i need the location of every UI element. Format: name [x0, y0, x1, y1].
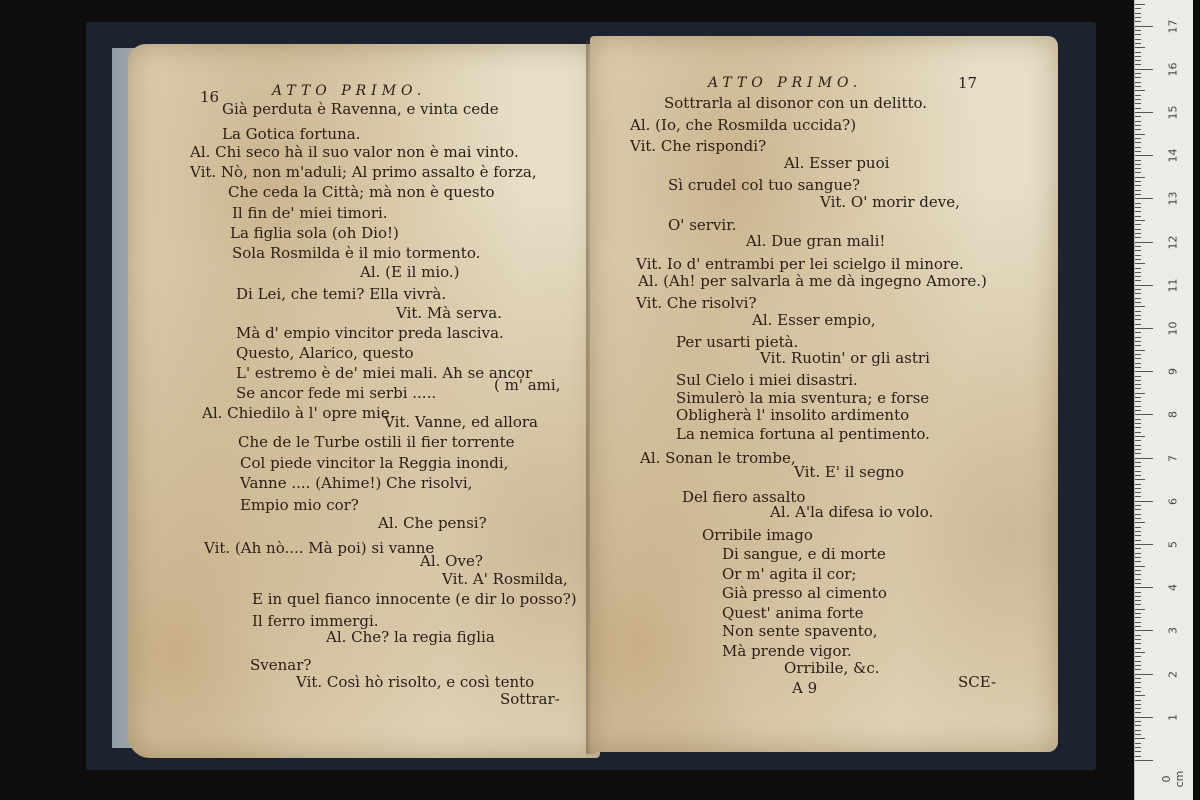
ruler-tick — [1135, 388, 1141, 389]
ruler-tick — [1135, 401, 1141, 402]
ruler-tick — [1135, 414, 1153, 415]
left-page-text-line: Vit. Mà serva. — [396, 304, 502, 322]
left-page-text-line: Al. Chiedilo à l' opre mie. — [202, 404, 395, 422]
left-page-text-line: Al. Che? la regia figlia — [326, 628, 495, 646]
ruler-tick — [1135, 626, 1141, 627]
ruler-tick — [1135, 142, 1141, 143]
ruler-tick — [1135, 544, 1153, 545]
left-page-text-line: La Gotica fortuna. — [222, 125, 361, 143]
ruler-tick — [1135, 328, 1153, 329]
left-page-text-line: Col piede vincitor la Reggia inondi, — [240, 454, 509, 472]
ruler-number: 7 — [1166, 454, 1180, 462]
ruler-tick — [1135, 527, 1141, 528]
ruler-tick — [1135, 635, 1141, 636]
right-page-text-line: Non sente spavento, — [722, 622, 878, 640]
right-page-text-line: Al. (Ah! per salvarla à me dà ingegno Amore.) — [638, 272, 987, 290]
ruler-tick — [1135, 60, 1141, 61]
ruler-tick — [1135, 64, 1141, 65]
right-page-text-line: Al. (Io, che Rosmilda uccida?) — [630, 116, 857, 134]
ruler-tick — [1135, 652, 1145, 653]
ruler-tick — [1135, 730, 1141, 731]
ruler-tick — [1135, 147, 1141, 148]
ruler-tick — [1135, 302, 1141, 303]
right-page-number: 17 — [958, 74, 978, 92]
ruler-tick — [1135, 518, 1141, 519]
ruler-tick — [1135, 164, 1141, 165]
ruler-tick — [1135, 613, 1141, 614]
ruler-tick — [1135, 708, 1141, 709]
ruler-tick — [1135, 471, 1141, 472]
left-page-text-line: Sola Rosmilda è il mio tormento. — [232, 244, 481, 262]
ruler-tick — [1135, 488, 1141, 489]
ruler-tick — [1135, 103, 1141, 104]
right-page-text-line: Or m' agita il cor; — [722, 565, 857, 583]
ruler-tick — [1135, 86, 1141, 87]
ruler-tick — [1135, 661, 1141, 662]
ruler-tick — [1135, 704, 1141, 705]
right-page-text-line: Per usarti pietà. — [676, 333, 799, 351]
ruler-tick — [1135, 233, 1141, 234]
ruler-number: 8 — [1166, 411, 1180, 419]
ruler-tick — [1135, 751, 1141, 752]
ruler-number: 10 — [1166, 321, 1180, 336]
right-page-text-line: Sì crudel col tuo sangue? — [668, 176, 861, 194]
ruler-tick — [1135, 39, 1141, 40]
right-page-text-line: Al. Sonan le trombe, — [640, 449, 796, 467]
ruler-tick — [1135, 509, 1141, 510]
ruler-tick — [1135, 540, 1141, 541]
ruler-tick — [1135, 674, 1153, 675]
ruler-tick — [1135, 198, 1153, 199]
ruler-tick — [1135, 90, 1145, 91]
ruler-tick — [1135, 566, 1145, 567]
ruler-tick — [1135, 99, 1141, 100]
ruler-tick — [1135, 224, 1141, 225]
left-running-head: ATTO PRIMO. — [272, 83, 427, 99]
ruler-tick — [1135, 700, 1141, 701]
ruler-number: 9 — [1166, 368, 1180, 376]
ruler-tick — [1135, 531, 1141, 532]
right-page-text-line: Vit. Che risolvi? — [636, 294, 757, 312]
ruler-tick — [1135, 592, 1141, 593]
right-page-text-line: Mà prende vigor. — [722, 642, 852, 660]
left-page-text-line: Vit. Nò, non m'aduli; Al primo assalto è forza, — [190, 163, 537, 181]
ruler-tick — [1135, 432, 1141, 433]
ruler-tick — [1135, 285, 1153, 286]
right-page-text-line: Orribile imago — [702, 526, 813, 544]
right-page-text-line: Sul Cielo i miei disastri. — [676, 371, 858, 389]
ruler-number: 3 — [1166, 627, 1180, 635]
left-page-text-line: Il ferro immergi. — [252, 612, 379, 630]
left-page-text-line: La figlia sola (oh Dio!) — [230, 224, 399, 242]
ruler-number: 13 — [1166, 191, 1180, 206]
ruler-tick — [1135, 56, 1141, 57]
ruler-tick — [1135, 479, 1145, 480]
ruler-tick — [1135, 756, 1141, 757]
ruler-tick — [1135, 514, 1141, 515]
ruler-tick — [1135, 112, 1153, 113]
ruler-tick — [1135, 69, 1153, 70]
ruler-number: 17 — [1166, 19, 1180, 34]
ruler-tick — [1135, 583, 1141, 584]
left-page-text-line: Che de le Turbe ostili il fier torrente — [238, 433, 515, 451]
right-page-text-line: Al. Esser puoi — [784, 154, 890, 172]
ruler-tick — [1135, 354, 1141, 355]
right-page-text-line: Al. A'la difesa io volo. — [770, 503, 934, 521]
ruler-tick — [1135, 315, 1141, 316]
right-page-text-line: Vit. Ruotin' or gli astri — [760, 349, 930, 367]
ruler-tick — [1135, 172, 1141, 173]
ruler-tick — [1135, 440, 1141, 441]
ruler-tick — [1135, 52, 1141, 53]
ruler-tick — [1135, 203, 1141, 204]
ruler-tick — [1135, 458, 1153, 459]
ruler-tick — [1135, 427, 1141, 428]
ruler-tick — [1135, 462, 1141, 463]
left-page-text-line: Vit. A' Rosmilda, — [442, 570, 568, 588]
ruler-tick — [1135, 656, 1141, 657]
ruler-tick — [1135, 276, 1141, 277]
left-page-text-line: Sottrar- — [500, 690, 560, 708]
ruler-tick — [1135, 639, 1141, 640]
ruler-tick — [1135, 367, 1141, 368]
left-page-text-line: Questo, Alarico, questo — [236, 344, 414, 362]
ruler-tick — [1135, 553, 1141, 554]
ruler-tick — [1135, 630, 1153, 631]
ruler-tick — [1135, 738, 1145, 739]
ruler-tick — [1135, 570, 1141, 571]
ruler-tick — [1135, 617, 1141, 618]
ruler-tick — [1135, 406, 1141, 407]
right-running-head: ATTO PRIMO. — [708, 75, 863, 91]
ruler-tick — [1135, 475, 1141, 476]
ruler-tick — [1135, 216, 1141, 217]
ruler-tick — [1135, 34, 1141, 35]
ruler-tick — [1135, 47, 1145, 48]
left-page-text-line: Di Lei, che temi? Ella vivrà. — [236, 285, 447, 303]
left-page-text-line: ( m' ami, — [494, 376, 561, 394]
ruler-tick — [1135, 250, 1141, 251]
left-page-text-line: Che ceda la Città; mà non è questo — [228, 183, 495, 201]
left-page-text-line: Il fin de' miei timori. — [232, 204, 388, 222]
ruler-tick — [1135, 108, 1141, 109]
ruler-tick — [1135, 17, 1141, 18]
ruler-tick — [1135, 717, 1153, 718]
ruler-tick — [1135, 13, 1141, 14]
ruler-tick — [1135, 129, 1141, 130]
left-page-text-line: Al. Che pensi? — [378, 514, 487, 532]
ruler-tick — [1135, 177, 1145, 178]
ruler-tick — [1135, 609, 1145, 610]
ruler-tick — [1135, 453, 1141, 454]
ruler-tick — [1135, 95, 1141, 96]
left-page-text-line: L' estremo è de' miei mali. Ah se ancor — [236, 364, 533, 382]
ruler-tick — [1135, 255, 1141, 256]
ruler-tick — [1135, 337, 1141, 338]
ruler-tick — [1135, 246, 1141, 247]
right-page-text-line: Quest' anima forte — [722, 604, 864, 622]
ruler-tick — [1135, 449, 1141, 450]
ruler-tick — [1135, 311, 1141, 312]
right-page-text-line: Vit. Io d' entrambi per lei scielgo il minore. — [636, 255, 964, 273]
ruler-number: 1 — [1166, 713, 1180, 721]
right-page-text-line: A 9 — [792, 679, 818, 697]
ruler-tick — [1135, 116, 1141, 117]
ruler-tick — [1135, 604, 1141, 605]
ruler-tick — [1135, 648, 1141, 649]
ruler-tick — [1135, 496, 1141, 497]
ruler-tick — [1135, 324, 1141, 325]
ruler-tick — [1135, 712, 1141, 713]
ruler-tick — [1135, 82, 1141, 83]
ruler-tick — [1135, 134, 1145, 135]
ruler-tick — [1135, 484, 1141, 485]
ruler-tick — [1135, 293, 1141, 294]
ruler-tick — [1135, 220, 1145, 221]
left-page-text-line: Vit. Così hò risolto, e così tento — [296, 673, 535, 691]
ruler-tick — [1135, 410, 1141, 411]
ruler-tick — [1135, 669, 1141, 670]
ruler-tick — [1135, 272, 1141, 273]
ruler-tick — [1135, 190, 1141, 191]
ruler-tick — [1135, 436, 1145, 437]
ruler-tick — [1135, 350, 1145, 351]
right-page-text-line: Vit. E' il segno — [794, 463, 905, 481]
ruler-unit-label: 0 cm — [1160, 770, 1186, 788]
right-page-text-line: SCE- — [958, 673, 997, 691]
right-page-text-line: O' servir. — [668, 216, 737, 234]
ruler-number: 15 — [1166, 105, 1180, 120]
ruler-tick — [1135, 185, 1141, 186]
right-page-text-line: Obligherà l' insolito ardimento — [676, 406, 910, 424]
ruler-tick — [1135, 587, 1153, 588]
ruler-number: 6 — [1166, 497, 1180, 505]
ruler-tick — [1135, 138, 1141, 139]
ruler-number: 4 — [1166, 584, 1180, 592]
ruler-tick — [1135, 242, 1153, 243]
ruler-tick — [1135, 43, 1141, 44]
left-page-text-line: Vit. (Ah nò.... Mà poi) si vanne — [204, 539, 435, 557]
ruler-tick — [1135, 73, 1141, 74]
right-page-text-line: La nemica fortuna al pentimento. — [676, 425, 930, 443]
ruler-tick — [1135, 380, 1141, 381]
right-page-text-line: Di sangue, e di morte — [722, 545, 886, 563]
ruler-tick — [1135, 160, 1141, 161]
left-page-text-line: Al. (E il mio.) — [360, 263, 460, 281]
ruler-tick — [1135, 600, 1141, 601]
ruler-tick — [1135, 345, 1141, 346]
ruler-tick — [1135, 211, 1141, 212]
ruler-tick — [1135, 579, 1141, 580]
ruler-tick — [1135, 561, 1141, 562]
ruler-tick — [1135, 466, 1141, 467]
left-page-text-line: Mà d' empio vincitor preda lasciva. — [236, 324, 504, 342]
ruler-tick — [1135, 445, 1141, 446]
ruler-tick — [1135, 26, 1153, 27]
ruler-tick — [1135, 4, 1145, 5]
left-page-text-line: E in quel fianco innocente (e dir lo posso?) — [252, 590, 577, 608]
ruler-tick — [1135, 332, 1141, 333]
ruler-tick — [1135, 30, 1141, 31]
ruler-tick — [1135, 21, 1141, 22]
ruler-tick — [1135, 535, 1141, 536]
ruler-number: 14 — [1166, 148, 1180, 163]
right-page-text-line: Vit. Che rispondi? — [630, 137, 767, 155]
right-page-text-line: Orribile, &c. — [784, 659, 880, 677]
ruler-number: 11 — [1166, 278, 1180, 293]
ruler-tick — [1135, 229, 1141, 230]
ruler-tick — [1135, 207, 1141, 208]
left-page-text-line: Se ancor fede mi serbi ..... — [236, 384, 437, 402]
ruler-tick — [1135, 721, 1141, 722]
left-page-text-line: Vanne .... (Ahime!) Che risolvi, — [240, 474, 473, 492]
ruler-tick — [1135, 557, 1141, 558]
ruler-tick — [1135, 687, 1141, 688]
ruler-tick — [1135, 665, 1141, 666]
left-page-text-line: Al. Ove? — [420, 552, 483, 570]
ruler-number: 2 — [1166, 670, 1180, 678]
left-page-text-line: Vit. Vanne, ed allora — [384, 413, 538, 431]
right-page-text-line: Del fiero assalto — [682, 488, 806, 506]
ruler-tick — [1135, 341, 1141, 342]
ruler-tick — [1135, 548, 1141, 549]
ruler-tick — [1135, 492, 1141, 493]
measuring-ruler — [1134, 0, 1193, 800]
ruler-tick — [1135, 397, 1141, 398]
ruler-tick — [1135, 419, 1141, 420]
ruler-tick — [1135, 181, 1141, 182]
ruler-tick — [1135, 298, 1141, 299]
ruler-tick — [1135, 263, 1145, 264]
ruler-tick — [1135, 376, 1141, 377]
ruler-tick — [1135, 77, 1141, 78]
ruler-tick — [1135, 643, 1141, 644]
ruler-tick — [1135, 125, 1141, 126]
ruler-tick — [1135, 682, 1141, 683]
ruler-tick — [1135, 725, 1141, 726]
ruler-tick — [1135, 151, 1141, 152]
ruler-tick — [1135, 743, 1141, 744]
right-page-text-line: Al. Due gran mali! — [746, 232, 886, 250]
left-page-text-line: Svenar? — [250, 656, 312, 674]
right-page-text-line: Vit. O' morir deve, — [820, 193, 960, 211]
left-page-text-line: Già perduta è Ravenna, e vinta cede — [222, 100, 499, 118]
ruler-tick — [1135, 268, 1141, 269]
ruler-tick — [1135, 622, 1141, 623]
ruler-tick — [1135, 358, 1141, 359]
ruler-tick — [1135, 522, 1145, 523]
right-page-text-line: Già presso al cimento — [722, 584, 887, 602]
ruler-tick — [1135, 194, 1141, 195]
ruler-tick — [1135, 319, 1141, 320]
ruler-tick — [1135, 384, 1141, 385]
ruler-tick — [1135, 289, 1141, 290]
ruler-tick — [1135, 423, 1141, 424]
ruler-number: 16 — [1166, 62, 1180, 77]
ruler-tick — [1135, 695, 1145, 696]
ruler-tick — [1135, 363, 1141, 364]
ruler-tick — [1135, 168, 1141, 169]
left-page-number: 16 — [200, 88, 220, 106]
ruler-tick — [1135, 306, 1145, 307]
ruler-tick — [1135, 393, 1145, 394]
ruler-tick — [1135, 505, 1141, 506]
ruler-tick — [1135, 574, 1141, 575]
ruler-tick — [1135, 371, 1153, 372]
left-page-text-line: Empio mio cor? — [240, 496, 359, 514]
ruler-number: 12 — [1166, 235, 1180, 250]
ruler-tick — [1135, 691, 1141, 692]
right-page-text-line: Simulerò la mia sventura; e forse — [676, 389, 930, 407]
ruler-tick — [1135, 280, 1141, 281]
ruler-tick — [1135, 596, 1141, 597]
ruler-tick — [1135, 237, 1141, 238]
ruler-tick — [1135, 760, 1153, 761]
right-page-text-line: Al. Esser empio, — [752, 311, 876, 329]
ruler-tick — [1135, 501, 1153, 502]
ruler-tick — [1135, 8, 1141, 9]
left-page-text-line: Al. Chi seco hà il suo valor non è mai vinto. — [190, 143, 519, 161]
ruler-tick — [1135, 155, 1153, 156]
ruler-tick — [1135, 121, 1141, 122]
ruler-number: 5 — [1166, 541, 1180, 548]
ruler-tick — [1135, 678, 1141, 679]
right-page-text-line: Sottrarla al disonor con un delitto. — [664, 94, 928, 112]
ruler-tick — [1135, 734, 1141, 735]
ruler-tick — [1135, 747, 1141, 748]
ruler-tick — [1135, 259, 1141, 260]
